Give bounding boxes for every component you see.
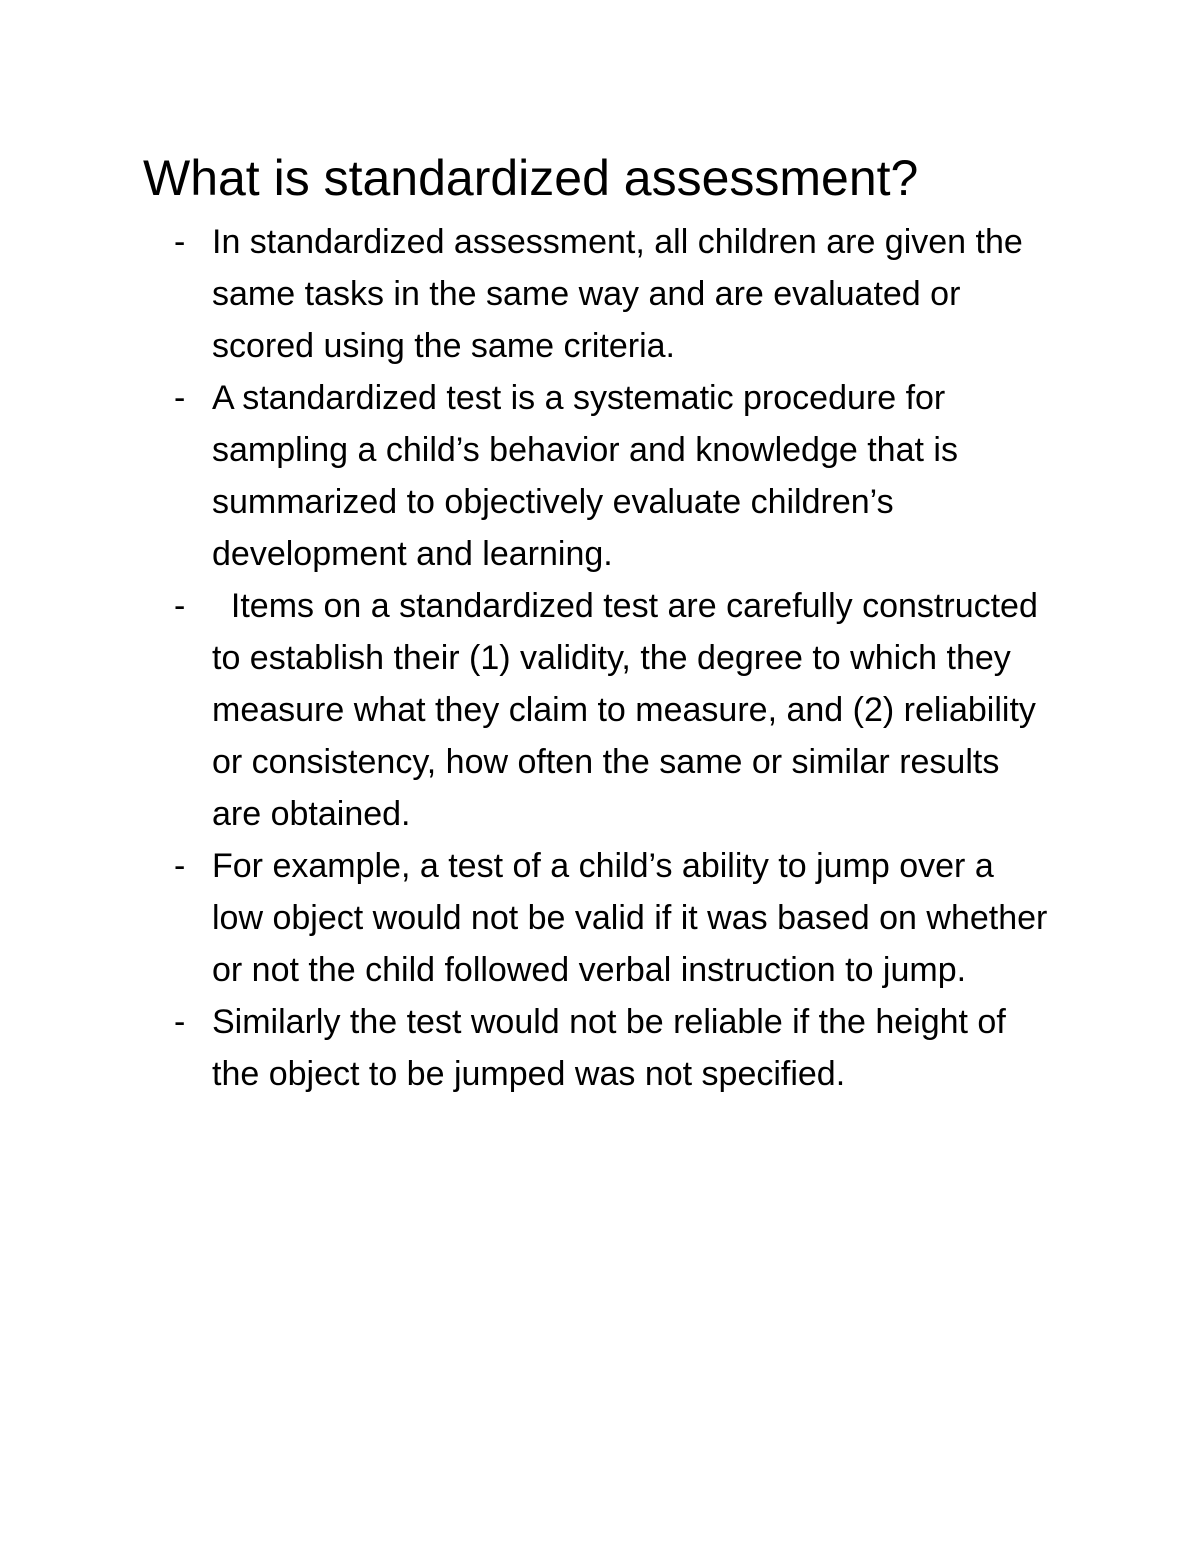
bullet-marker: - — [174, 223, 186, 261]
bullet-text: For example, a test of a child’s ability to jump over a low object would not be valid if it was based on whether or not the child followed verbal instruction to jump. — [212, 847, 1048, 989]
bullet-marker: - — [174, 847, 186, 885]
bullet-marker: - — [174, 379, 186, 417]
page-title: What is standardized assessment? — [143, 150, 919, 206]
bullet-text: Items on a standardized test are carefully constructed to establish their (1) validity, the degree to which they measure what they claim to measure, and (2) reliability or consistency, how often the same or similar results are obtained. — [212, 587, 1048, 833]
list-item — [174, 372, 1054, 580]
bullet-list — [174, 216, 1054, 1100]
list-item — [174, 996, 1054, 1100]
list-item — [174, 840, 1054, 996]
bullet-text: Similarly the test would not be reliable if the height of the object to be jumped was not specified. — [212, 1003, 1006, 1093]
list-item — [174, 216, 1054, 372]
bullet-marker: - — [174, 1003, 186, 1041]
bullet-text: A standardized test is a systematic procedure for sampling a child’s behavior and knowledge that is summarized to objectively evaluate children’s development and learning. — [212, 379, 958, 573]
bullet-text: In standardized assessment, all children are given the same tasks in the same way and are evaluated or scored using the same criteria. — [212, 223, 1023, 365]
list-item — [174, 580, 1054, 840]
bullet-marker: - — [174, 587, 186, 625]
